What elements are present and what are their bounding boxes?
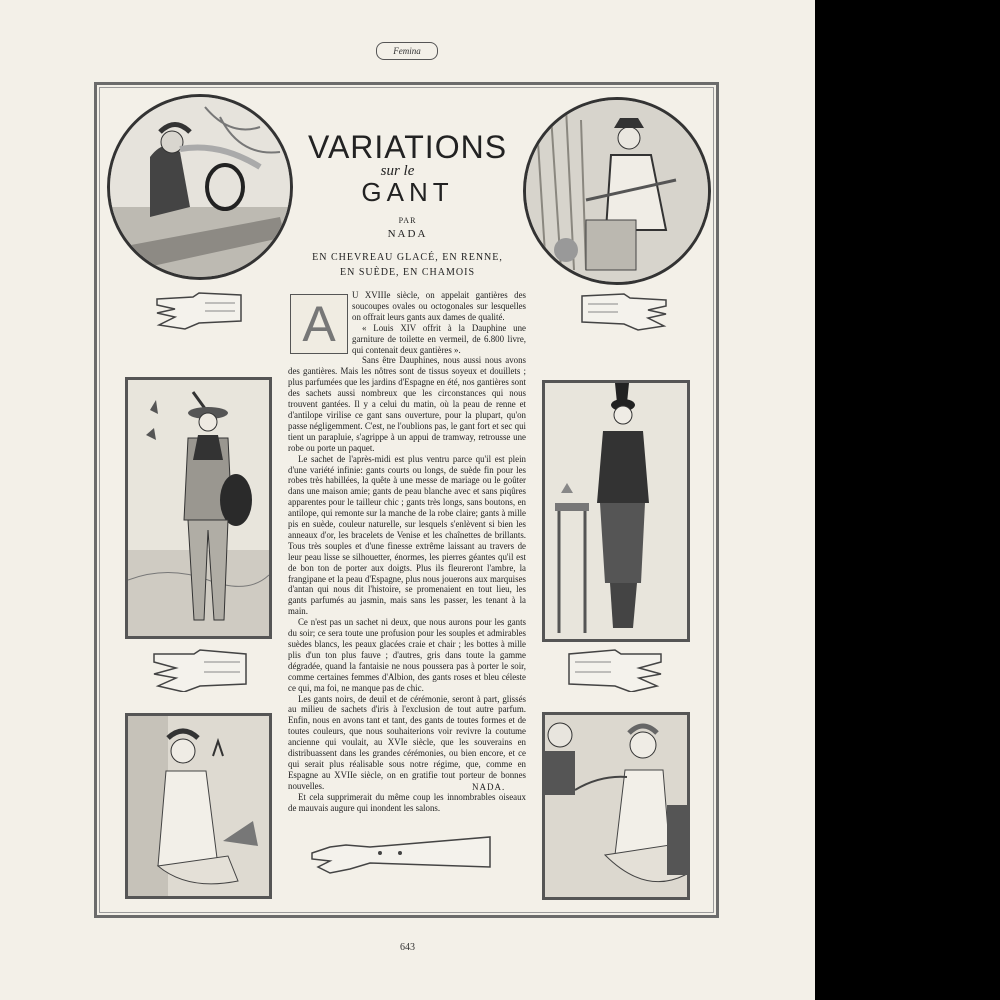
glove-long-left-icon [152,648,248,692]
title-line-variations: VARIATIONS [307,129,508,165]
article-paragraph-3: Sans être Dauphines, nous aussi nous avons des gantières. Mais les nôtres sont de tissus soyeux et douillets ; plus parfumées que les jardins d'Espagne en été, nos gantières sont des sachets aussi nombreux que les circonstances qui nous trouvent gantées. Il y a celui du matin, où la peau de renne et d'antilope virilise ce gant sans ouverture, pour la plupart, qu'on passe négligemment. C'est, ne l'oublions pas, le gant fort et sec qui tient un parapluie, s'agrippe à un appui de tramway, retrousse une robe ou porte un paquet. [288,355,526,453]
article-body [288,290,526,813]
illustration-seated-woman-with-fan [125,713,272,899]
illustration-woman-with-muff [125,377,272,639]
article-paragraph-7: Et cela supprimerait du même coup les innombrables oiseaux de mauvais augure qui inondent les salons. [288,791,526,813]
title-line-sur-le: sur le [380,163,415,179]
byline-author: NADA [387,228,428,240]
glove-evening-long-icon [310,833,492,877]
illustration-woman-driving [107,94,293,280]
subtitle-line-1: EN CHEVREAU GLACÉ, EN RENNE, [312,252,503,263]
title-line-gant: GANT [361,177,454,207]
page-number: 643 [400,942,415,953]
subtitle-line-2: EN SUÈDE, EN CHAMOIS [340,267,475,278]
illustration-woman-by-table [542,380,690,642]
glove-long-right-icon [567,648,663,692]
article-paragraph-2: « Louis XIV offrit à la Dauphine une garniture de toilette en vermeil, de 6.800 livre, qui contenait deux gantières ». [352,322,526,355]
title-block [300,130,515,280]
glove-short-left-icon [155,291,243,331]
glove-short-right-icon [580,292,668,332]
article-paragraph-4: Le sachet de l'après-midi est plus ventru parce qu'il est plein d'une variété infinie: gants courts ou longs, de suède fin pour les robes très habillées, la quête à une messe de mariage ou le goûter dans une maison amie; gants de peau blanche avec et sans piqûres apparentes pour le tailleur chic ; gants très longs, sans boutons, en antilope, qui remonte sur la manche de la robe claire; gants à mille pis en suède, couleur naturelle, sur lesquels s'enlèvent si bien les anneaux d'or, les bracelets de Venise et les chaînettes de brillants. Tous très souples et d'une finesse extrême laissant au travers de leur peau lisse se silhouetter, énormes, les pierres géantes qu'il est de bon ton de porter aux doigts. Plus ils fleureront l'ambre, la frangipane et la peau d'Espagne, plus nous jouerons aux marquises d'antan qui nous dit l'histoire, se promenaient en tout lieu, les gants parfumés au jasmin, mais sans les passer, les tenant à la main. [288,453,526,617]
drop-cap-letter: A [302,296,336,352]
article-paragraph-6: Les gants noirs, de deuil et de cérémonie, seront à part, glissés au milieu de sachets d'iris à l'exclusion de tout autre parfum. Enfin, nous en avons tant et tant, des gants de toutes formes et de toutes couleurs, que nous souhaiterions voir revivre la coutume ancienne qui voulait, au XVIe siècle, que les souverains en distribuassent dans les grandes cérémonies, ou bien encore, et ce qui serait plus réalisable sous notre régime, que, comme en Espagne au XVIIe siècle, on en gratifie tout porteur de bonnes nouvelles. [288,693,526,791]
byline-par: PAR [398,216,417,225]
subtitle [300,250,515,280]
article-paragraph-1: U XVIIIe siècle, on appelait gantières des soucoupes ovales ou octogonales sur lesquelles on offrait leurs gants aux dames de qualité. [352,290,526,322]
masthead-logo: Femina [376,42,438,60]
illustration-woman-with-gentleman [542,712,690,900]
illustration-woman-hunting [523,97,711,285]
article-paragraph-5: Ce n'est pas un sachet ni deux, que nous aurons pour les gants du soir; ce sera toute une profusion pour les souples et admirables suèdes blancs, les peaux glacées craie et chair ; les bottes à mille plis d'un ton plus fauve ; d'autres, gris dans toute la gamme dégradée, quand la fantaisie ne nous poussera pas à porter le soir, comme certaines femmes d'Albion, des gants roses et bleu céleste ce qui, ma foi, ne manque pas de chic. [288,617,526,693]
article-signature: NADA. [472,782,506,792]
